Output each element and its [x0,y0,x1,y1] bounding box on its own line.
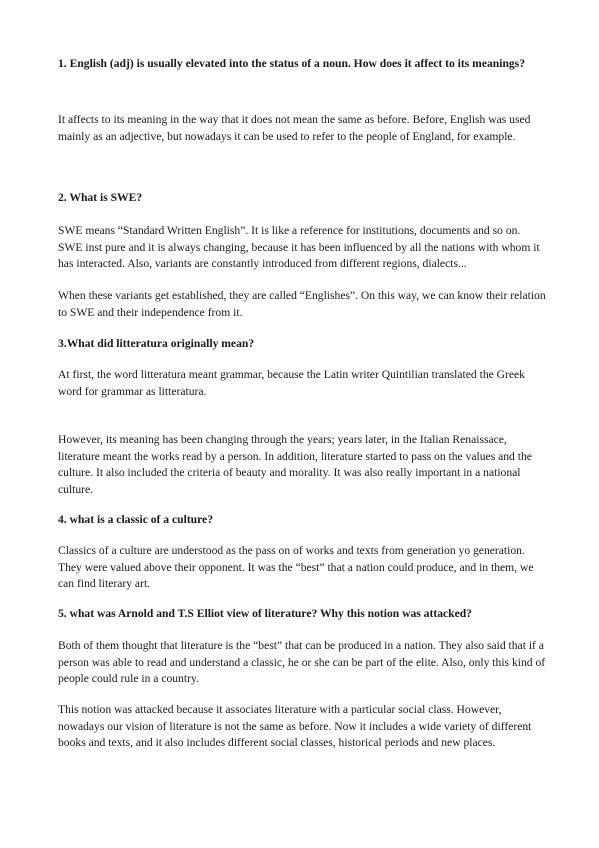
answer-2-paragraph-1: SWE means “Standard Written English”. It is like a reference for institutions, documents and so on. SWE inst pure and it is always changing, because it has been influenced by all the nations with whom it has interacted. Also, variants are constantly introduced from different regions, dialects... [58,224,540,271]
question-4: 4. what is a classic of a culture? [58,513,214,526]
question-3: 3.What did litteratura originally mean? [58,337,255,350]
answer-5-paragraph-1: Both of them thought that literature is the “best” that can be produced in a nation. They also said that if a person was able to read and understand a classic, he or she can be part of the elite. Also, only this kind of people could rule in a country. [58,639,546,686]
answer-2-paragraph-2: When these variants get established, they are called “Englishes”. On this way, we can know their relation to SWE and their independence from it. [58,289,546,319]
answer-5-paragraph-2: This notion was attacked because it associates literature with a particular social class. However, nowadays our vision of literature is not the same as before. Now it includes a wide variety of different books and texts, and it also includes different social classes, historical periods and new places. [58,703,532,750]
answer-4: Classics of a culture are understood as the pass on of works and texts from generation yo generation. They were valued above their opponent. It was the “best” that a nation could produce, and in them, we can find literary art. [58,544,534,591]
question-1: 1. English (adj) is usually elevated into the status of a noun. How does it affect to its meanings? [58,57,525,70]
answer-3-paragraph-1: At first, the word litteratura meant grammar, because the Latin writer Quintilian translated the Greek word for grammar as litteratura. [58,368,525,398]
question-2: 2. What is SWE? [58,191,143,204]
answer-1: It affects to its meaning in the way that it does not mean the same as before. Before, English was used mainly as an adjective, but nowadays it can be used to refer to the people of England, for example. [58,113,531,143]
question-5: 5. what was Arnold and T.S Elliot view of literature? Why this notion was attacked? [58,607,472,620]
answer-3-paragraph-2: However, its meaning has been changing through the years; years later, in the Italian Renaissace, literature meant the works read by a person. In addition, literature started to pass on the values and the culture. It also included the criteria of beauty and morality. It was also really important in a national culture. [58,433,532,496]
